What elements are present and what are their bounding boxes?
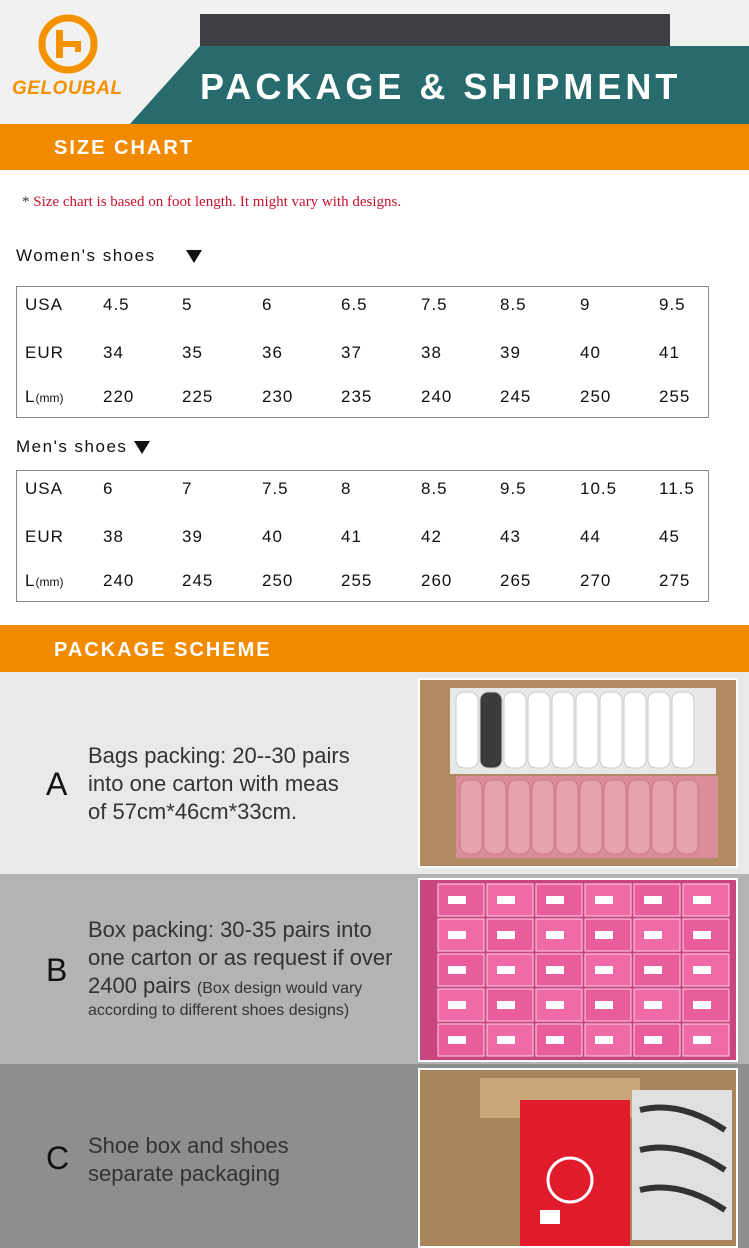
option-description [88,1132,289,1188]
size-cell: 9 [580,295,591,314]
size-chart-bar [0,124,749,170]
men-shoes-text: Men's shoes [16,437,128,456]
women-row-l [17,387,708,411]
size-cell: 45 [659,527,680,546]
women-shoes-text: Women's shoes [16,246,156,265]
boxes-photo-illustration [420,880,736,1060]
row-header: USA [25,479,63,498]
size-cell: 40 [580,343,601,362]
size-cell: 255 [659,387,691,406]
men-shoes-label [16,437,150,457]
package-option-b [0,874,749,1064]
size-cell: 245 [182,571,214,590]
logo-wordmark: GELOUBAL [12,78,123,99]
size-cell: 6.5 [341,295,368,314]
note-text: Size chart is based on foot length. It might vary with designs. [33,194,402,210]
desc-line [88,972,393,1000]
option-description [88,916,393,1022]
size-cell: 225 [182,387,214,406]
size-cell: 6 [103,479,114,498]
shoe-box-photo [418,1068,738,1248]
size-cell: 270 [580,571,612,590]
package-scheme-bar [0,625,749,672]
women-size-table [16,286,709,418]
size-cell: 38 [421,343,442,362]
brand-logo [10,14,130,104]
size-cell: 245 [500,387,532,406]
triangle-down-icon [186,250,202,263]
option-description [88,742,350,826]
size-cell: 250 [580,387,612,406]
size-cell: 235 [341,387,373,406]
bags-photo-illustration [420,680,736,866]
size-cell: 43 [500,527,521,546]
package-option-a [0,672,749,874]
desc-line: Bags packing: 20--30 pairs [88,743,350,768]
men-size-table [16,470,709,602]
size-cell: 220 [103,387,135,406]
desc-line-main: 2400 pairs [88,973,191,998]
triangle-down-icon [134,441,150,454]
size-cell: 7.5 [262,479,289,498]
size-cell: 34 [103,343,124,362]
row-header: L(mm) [25,571,64,590]
size-cell: 39 [182,527,203,546]
size-cell: 38 [103,527,124,546]
header-dark-strip [200,14,670,48]
option-letter: B [46,952,68,988]
size-chart-note [22,194,401,211]
size-cell: 250 [262,571,294,590]
desc-line: one carton or as request if over [88,945,393,970]
row-header: USA [25,295,63,314]
banner-title: PACKAGE & SHIPMENT [200,66,682,107]
desc-line: Shoe box and shoes [88,1133,289,1158]
desc-line: Box packing: 30-35 pairs into [88,917,372,942]
size-cell: 9.5 [659,295,686,314]
size-cell: 9.5 [500,479,527,498]
size-cell: 36 [262,343,283,362]
desc-line: separate packaging [88,1161,281,1186]
size-cell: 10.5 [580,479,618,498]
size-cell: 240 [103,571,135,590]
men-row-usa [17,479,708,503]
size-cell: 41 [341,527,362,546]
size-chart-title: SIZE CHART [54,137,194,159]
size-cell: 275 [659,571,691,590]
package-option-c [0,1064,749,1248]
size-cell: 40 [262,527,283,546]
size-cell: 8.5 [500,295,527,314]
size-cell: 39 [500,343,521,362]
row-header: EUR [25,343,64,362]
size-cell: 4.5 [103,295,130,314]
size-cell: 44 [580,527,601,546]
logo-icon [38,14,98,74]
desc-line: of 57cm*46cm*33cm. [88,799,298,824]
size-cell: 240 [421,387,453,406]
size-cell: 7.5 [421,295,448,314]
desc-line-small: according to different shoes designs) [88,1002,350,1019]
men-row-l [17,571,708,595]
size-cell: 37 [341,343,362,362]
option-letter: A [46,766,68,802]
size-cell: 255 [341,571,373,590]
box-packing-photo [418,878,738,1062]
size-cell: 11.5 [659,479,695,498]
bags-packing-photo [418,678,738,868]
size-cell: 7 [182,479,193,498]
men-row-eur [17,527,708,551]
size-cell: 265 [500,571,532,590]
row-header: EUR [25,527,64,546]
page-header [0,0,749,124]
desc-line-small: (Box design would vary [196,980,363,997]
women-row-eur [17,343,708,367]
desc-line: into one carton with meas [88,771,339,796]
size-cell: 230 [262,387,294,406]
size-cell: 5 [182,295,193,314]
women-row-usa [17,295,708,319]
size-cell: 8.5 [421,479,448,498]
size-cell: 41 [659,343,680,362]
size-cell: 42 [421,527,442,546]
option-letter: C [46,1140,70,1176]
size-cell: 6 [262,295,273,314]
shoebox-photo-illustration [420,1070,736,1246]
women-shoes-label [16,246,202,266]
size-cell: 35 [182,343,203,362]
package-scheme-title: PACKAGE SCHEME [54,639,272,661]
note-star: * [22,194,30,210]
size-cell: 8 [341,479,352,498]
row-header: L(mm) [25,387,64,406]
size-cell: 260 [421,571,453,590]
